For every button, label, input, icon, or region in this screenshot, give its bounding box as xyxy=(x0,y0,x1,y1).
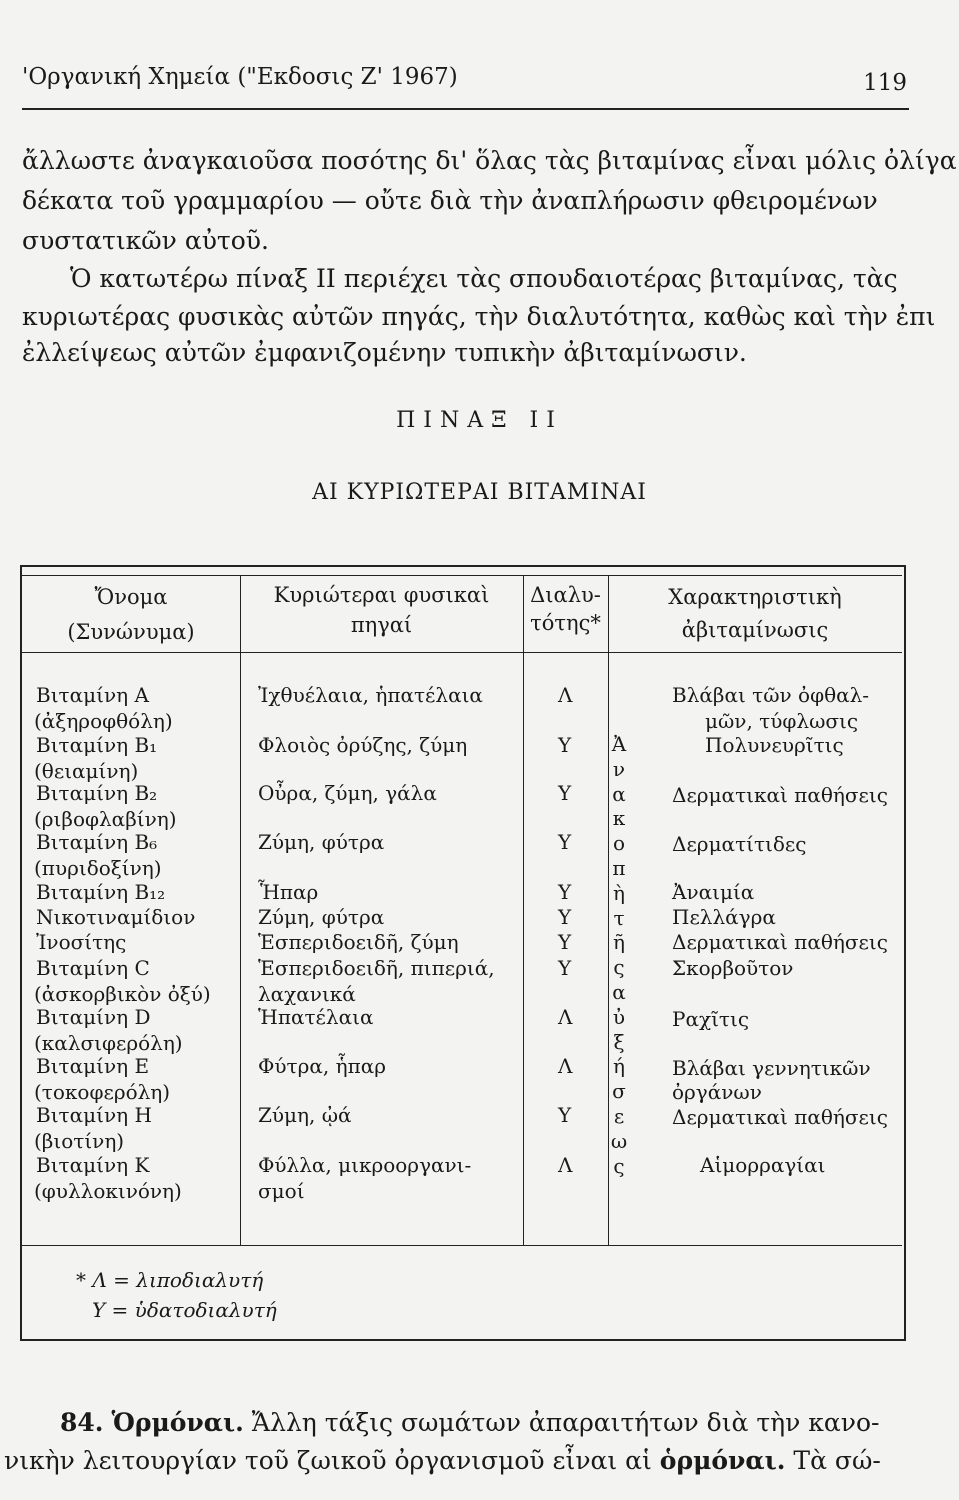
table-subtitle: ΑΙ ΚΥΡΙΩΤΕΡΑΙ ΒΙΤΑΜΙΝΑΙ xyxy=(312,480,647,505)
row-synonym: (βιοτίνη) xyxy=(34,1129,125,1153)
row-solubility: Λ xyxy=(558,1153,573,1177)
row-synonym: (τοκοφερόλη) xyxy=(34,1080,171,1104)
row-sources: Ἑσπεριδοειδῆ, ζύμη xyxy=(258,930,459,954)
row-solubility: Υ xyxy=(558,956,572,980)
row-name: Βιταμίνη Α xyxy=(36,683,149,707)
row-sources: Φύτρα, ἧπαρ xyxy=(258,1054,386,1078)
row-sources: Φύλλα, μικροοργανι- xyxy=(258,1153,472,1177)
row-sources-2: λαχανικά xyxy=(258,982,356,1006)
row-sources: Οὖρα, ζύμη, γάλα xyxy=(258,781,437,805)
row-name: Βιταμίνη K xyxy=(36,1153,150,1177)
section-line-2-start: νικὴν λειτουργίαν τοῦ ζωικοῦ ὀργανισμοῦ εἶναι αἱ xyxy=(4,1446,652,1475)
row-sources: Φλοιὸς ὀρύζης, ζύμη xyxy=(258,733,468,757)
row-synonym: (πυριδοξίνη) xyxy=(34,856,162,880)
running-title: 'Οργανική Χημεία ("Εκδοσις Ζ' 1967) xyxy=(22,64,458,90)
row-deficiency-2: ὀργάνων xyxy=(672,1080,762,1104)
header-name-2: (Συνώνυμα) xyxy=(67,620,195,644)
intro-line-1: ἄλλωστε ἀναγκαιοῦσα ποσότης δι' ὅλας τὰς βιταμίνας εἶναι μόλις ὀλίγα xyxy=(22,146,957,175)
row-sources: Ἡπατέλαια xyxy=(258,1005,374,1029)
intro-line-4: Ὁ κατωτέρω πίναξ II περιέχει τὰς σπουδαιοτέρας βιταμίνας, τὰς xyxy=(70,264,898,293)
row-deficiency-2: μῶν, τύφλωσις xyxy=(705,709,859,733)
row-sources: Ζύμη, φύτρα xyxy=(258,905,385,929)
row-solubility: Υ xyxy=(558,930,572,954)
page-number: 119 xyxy=(863,70,907,96)
row-sources: Ἰχθυέλαια, ἡπατέλαια xyxy=(258,683,483,707)
row-solubility: Λ xyxy=(558,1054,573,1078)
column-divider-2 xyxy=(523,575,524,1245)
column-divider-1 xyxy=(240,575,241,1245)
row-name: Βιταμίνη B₁ xyxy=(36,733,158,757)
row-synonym: (φυλλοκινόνη) xyxy=(34,1179,182,1203)
section-heading: Ὁρμόναι. xyxy=(111,1408,244,1437)
row-solubility: Υ xyxy=(558,830,572,854)
row-solubility: Υ xyxy=(558,781,572,805)
row-solubility: Υ xyxy=(558,905,572,929)
row-deficiency: Πελλάγρα xyxy=(672,905,776,929)
header-name-1: Ὄνομα xyxy=(94,585,168,609)
row-deficiency: Σκορβοῦτον xyxy=(672,956,794,980)
table-title: ΠΙΝΑΞ II xyxy=(396,408,563,433)
row-synonym: (ἀσκορβικὸν ὀξύ) xyxy=(34,982,211,1006)
row-solubility: Υ xyxy=(558,1103,572,1127)
row-name: Βιταμίνη E xyxy=(36,1054,150,1078)
row-deficiency: Δερματικαὶ παθήσεις xyxy=(672,1105,888,1129)
intro-line-3: συστατικῶν αὐτοῦ. xyxy=(22,226,269,255)
row-sources: Ἧπαρ xyxy=(258,880,319,904)
table-top-rule xyxy=(22,575,902,576)
row-name: Βιταμίνη B₂ xyxy=(36,781,158,805)
section-line-2 xyxy=(4,1446,881,1475)
row-synonym: (καλσιφερόλη) xyxy=(34,1031,183,1055)
row-synonym: (ἀξηροφθόλη) xyxy=(34,709,173,733)
footnote-lipid: * Λ = λιποδιαλυτή xyxy=(76,1268,264,1292)
header-solubility-1: Διαλυ- xyxy=(530,583,601,607)
row-sources: Ζύμη, ᾠά xyxy=(258,1103,352,1127)
intro-line-6: ἐλλείψεως αὐτῶν ἐμφανιζομένην τυπικὴν ἀβιταμίνωσιν. xyxy=(22,338,747,367)
row-solubility: Λ xyxy=(558,683,573,707)
intro-line-5: κυριωτέρας φυσικὰς αὐτῶν πηγάς, τὴν διαλυτότητα, καθὼς καὶ τὴν ἐπι xyxy=(22,302,936,331)
header-deficiency-2: ἀβιταμίνωσις xyxy=(681,618,829,642)
header-rule xyxy=(22,108,909,110)
section-line-1 xyxy=(60,1408,880,1437)
intro-line-2: δέκατα τοῦ γραμμαρίου — οὔτε διὰ τὴν ἀναπλήρωσιν φθειρομένων xyxy=(22,186,878,215)
row-solubility: Υ xyxy=(558,880,572,904)
row-deficiency: Βλάβαι γεννητικῶν xyxy=(672,1056,871,1080)
section-number: 84. xyxy=(60,1408,104,1437)
section-line-2-end: Τὰ σώ- xyxy=(793,1446,881,1475)
row-deficiency: Δερματικαὶ παθήσεις xyxy=(672,930,888,954)
row-deficiency: Δερματικαὶ παθήσεις xyxy=(672,783,888,807)
row-sources: Ἑσπεριδοειδῆ, πιπεριά, xyxy=(258,956,495,980)
row-solubility: Λ xyxy=(558,1005,573,1029)
row-name: Βιταμίνη C xyxy=(36,956,150,980)
vertical-note: Ἀνακοπὴ τῆς αὐξήσεως xyxy=(610,732,628,1178)
row-sources: Ζύμη, φύτρα xyxy=(258,830,385,854)
row-deficiency: Βλάβαι τῶν ὀφθαλ- xyxy=(672,683,870,707)
row-name: Βιταμίνη D xyxy=(36,1005,151,1029)
header-solubility-2: τότης* xyxy=(530,611,601,635)
row-deficiency: Αἱμορραγίαι xyxy=(700,1153,826,1177)
header-deficiency-1: Χαρακτηριστικὴ xyxy=(668,585,842,609)
row-name: Βιταμίνη B₆ xyxy=(36,830,158,854)
row-name: Νικοτιναμίδιον xyxy=(36,905,196,929)
header-sources-2: πηγαί xyxy=(350,613,413,637)
section-line-1-rest: Ἄλλη τάξις σωμάτων ἀπαραιτήτων διὰ τὴν κανο- xyxy=(251,1408,880,1437)
row-deficiency: Ραχῖτις xyxy=(672,1007,750,1031)
table-header-rule xyxy=(22,652,902,653)
footnote-water: Υ = ὑδατοδιαλυτή xyxy=(92,1298,277,1322)
row-synonym: (ριβοφλαβίνη) xyxy=(34,807,177,831)
row-deficiency: Πολυνευρῖτις xyxy=(705,733,844,757)
row-deficiency: Δερματίτιδες xyxy=(672,832,807,856)
row-solubility: Υ xyxy=(558,733,572,757)
header-sources-1: Κυριώτεραι φυσικαὶ xyxy=(273,583,490,607)
row-name: Ἰνοσίτης xyxy=(36,930,127,954)
row-name: Βιταμίνη B₁₂ xyxy=(36,880,166,904)
row-synonym: (θειαμίνη) xyxy=(34,759,139,783)
section-keyword: ὁρμόναι. xyxy=(659,1446,786,1475)
table-bottom-rule xyxy=(22,1245,902,1246)
row-name: Βιταμίνη H xyxy=(36,1103,152,1127)
row-deficiency: Ἀναιμία xyxy=(672,880,755,904)
row-sources-2: σμοί xyxy=(258,1179,305,1203)
